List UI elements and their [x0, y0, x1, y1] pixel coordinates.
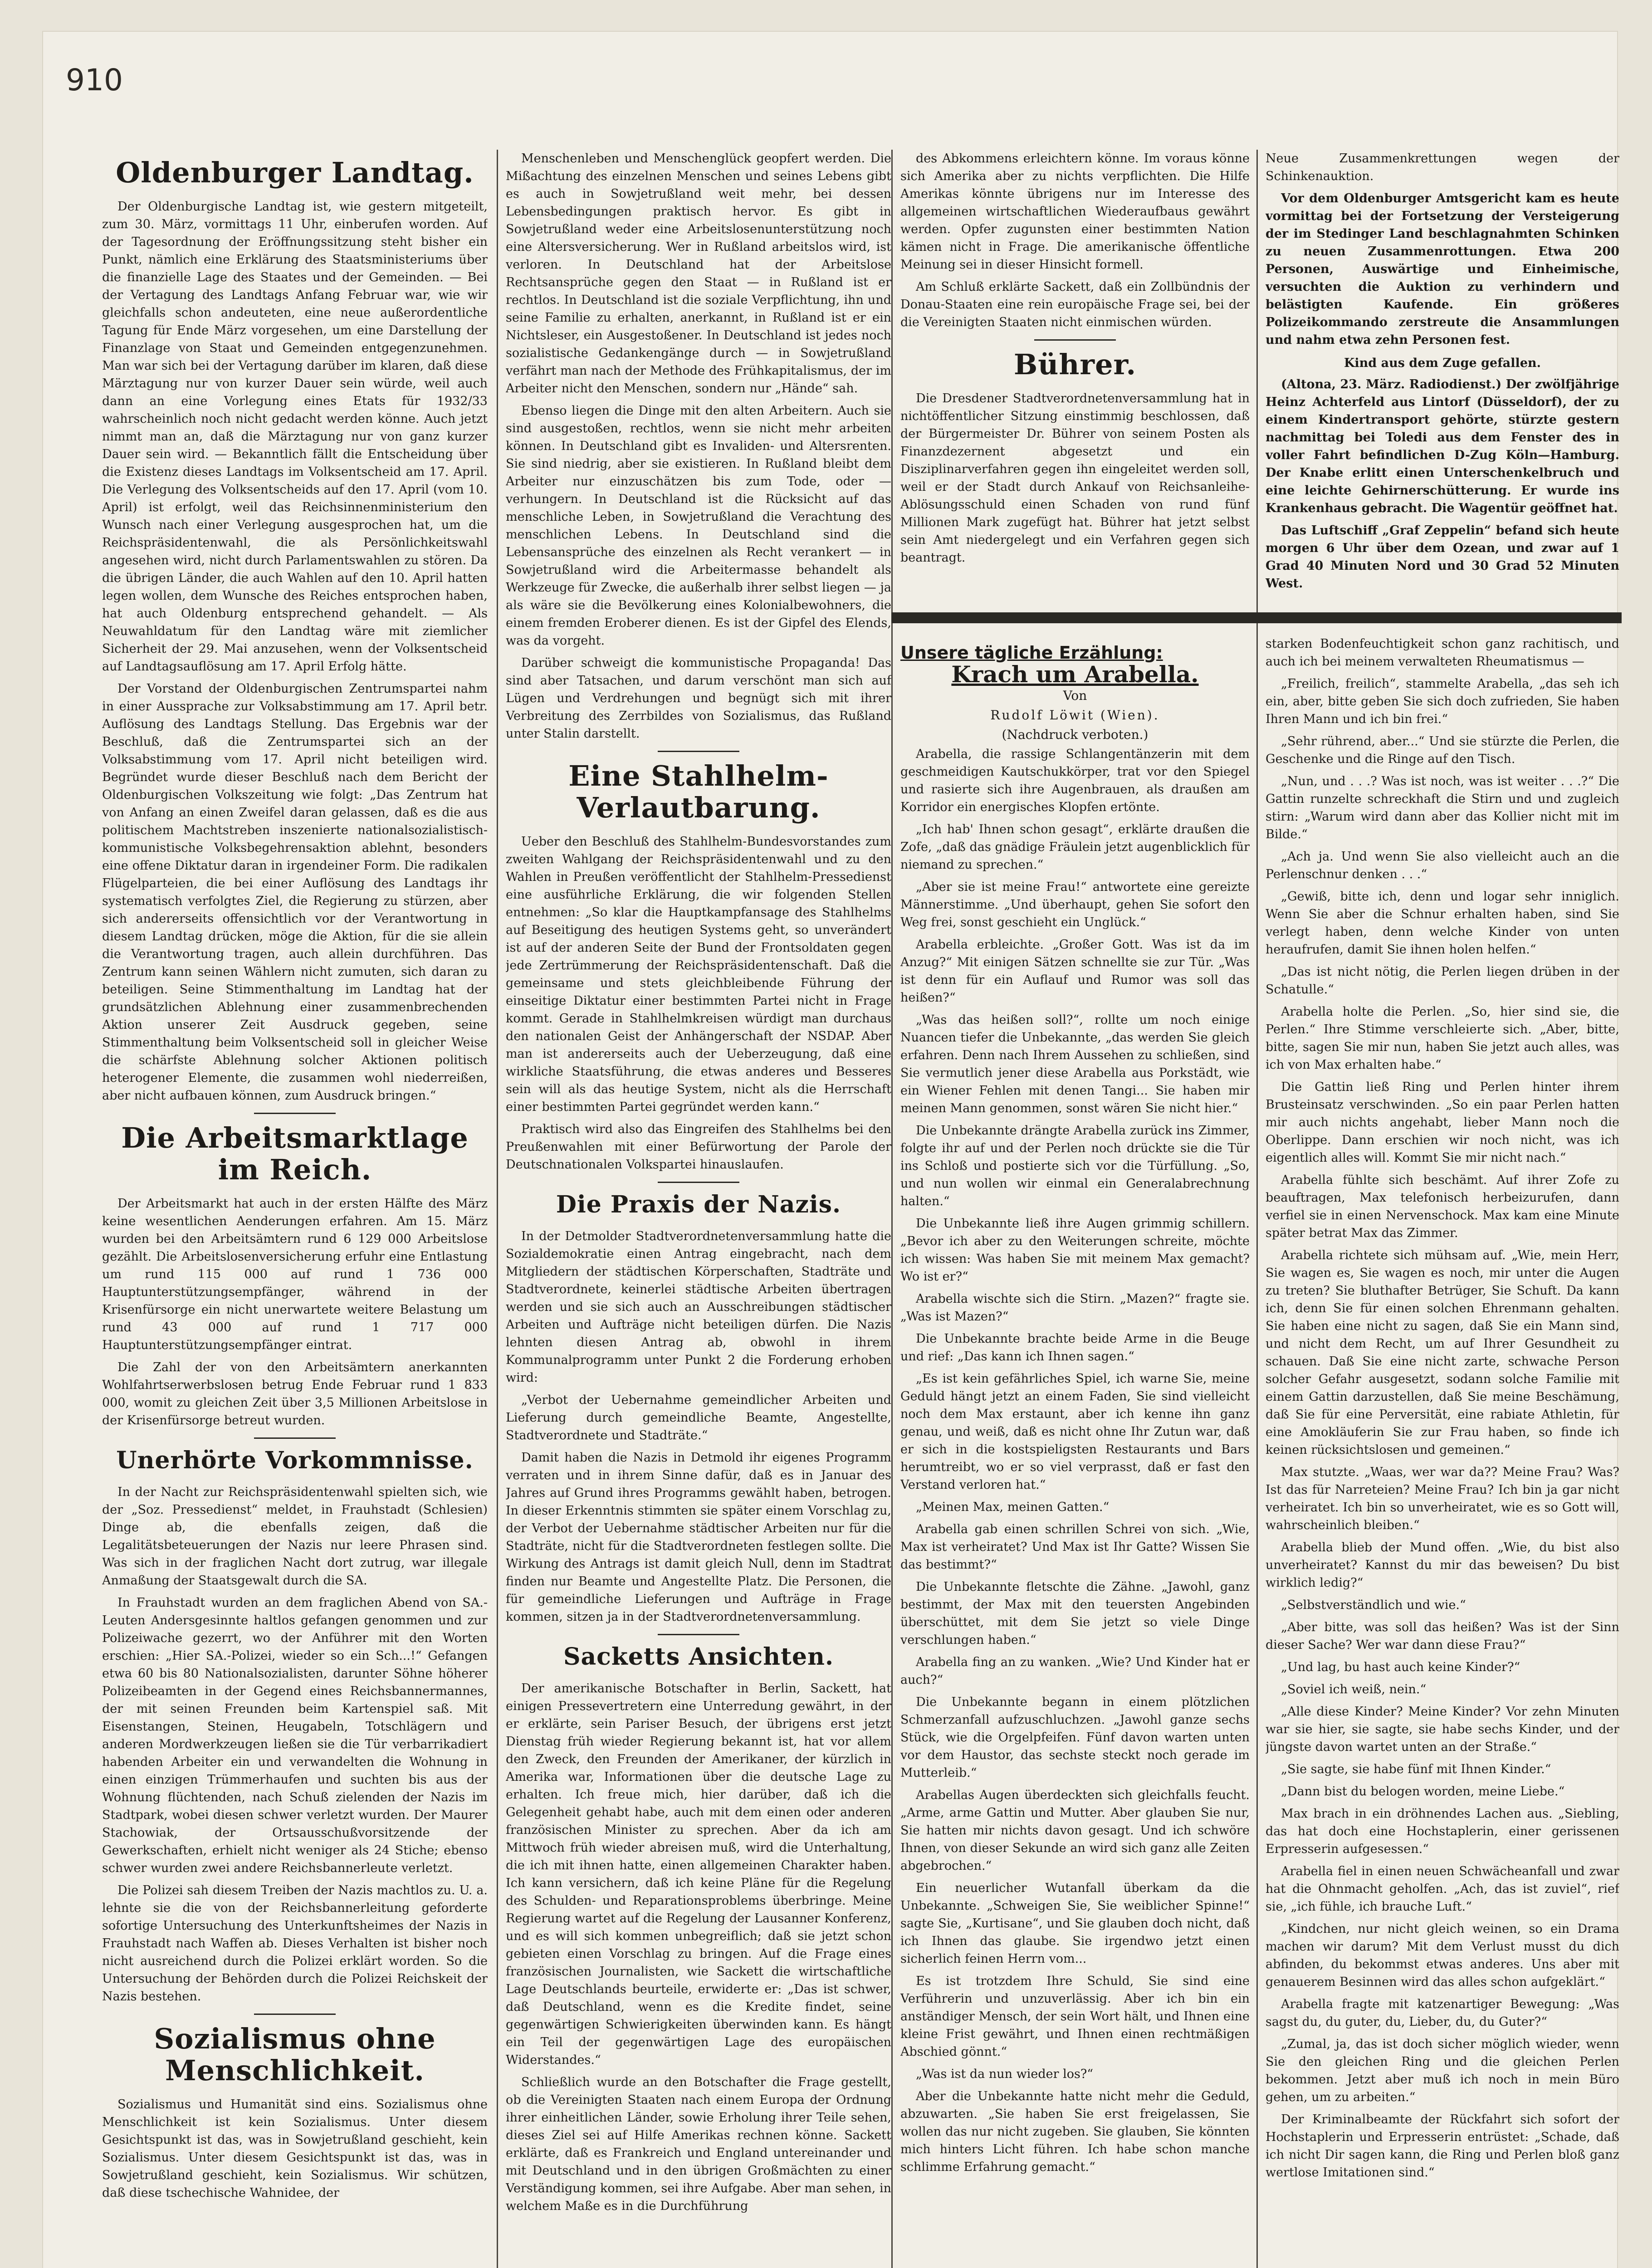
paragraph: Schließlich wurde an den Botschafter die Frage gestellt, ob die Vereinigten Staaten nach einem Europa der Ordnung ihrer einheitlichen Länder, sowie Erholung ihrer Teile sehen, dieses Ziel sei auf Hilfe Amerikas rechnen könne. Sackett erklärte, daß es Frankreich und England untereinander und mit Deutschland und in den übrigen Großmächten zu einer Verständigung kommen, sei ihre Aufgabe. Aber man sehen, in welchem Maße es in die Durchführung	[506, 2075, 891, 2213]
story-reprint-note: (Nachdruck verboten.)	[1002, 727, 1149, 742]
paragraph: Max stutzte. „Waas, wer war da?? Meine Frau? Was? Ist das für Narreteien? Meine Frau? Ich bin ja gar nicht verheiratet. Ich bin so unverheiratet, wie es so Gott will, wahrscheinlich bleiben.“	[1266, 1465, 1619, 1532]
column-rule	[891, 623, 893, 2268]
paragraph: Arabella, die rassige Schlangentänzerin mit dem geschmeidigen Kautschukkörper, trat vor den Spiegel und rasierte sich ihre Augenbrauen, als draußen am Korridor ein energisches Klopfen ertönte.	[900, 747, 1250, 814]
story-byline: Von	[1063, 688, 1087, 703]
paragraph: Arabella erbleichte. „Großer Gott. Was ist da im Anzug?“ Mit einigen Sätzen schnellte sie zur Tür. „Was ist denn für ein Auflauf und Rumor was soll das heißen?“	[900, 938, 1250, 1005]
paragraph: Die Dresdener Stadtverordnetenversammlung hat in nichtöffentlicher Sitzung einstimmig beschlossen, daß der Bürgermeister Dr. Bührer von seinem Posten als Finanzdezernent abgesetzt und ein Disziplinarverfahren gegen ihn eingeleitet werden soll, weil er der Stadt durch Ankauf von Reichsanleihe-Ablösungsschuld einen Schaden von rund fünf Millionen Mark zugefügt hat. Bührer hat jetzt selbst sein Amt niedergelegt und ein Verfahren gegen sich beantragt.	[900, 391, 1250, 565]
headline-unerhoerte-vorkommnisse: Unerhörte Vorkommnisse.	[116, 1447, 474, 1474]
story-box-top-rule	[891, 612, 1622, 623]
paragraph: Es ist trotzdem Ihre Schuld, Sie sind eine Verführerin und unzuverlässig. Aber ich bin ein anständiger Mensch, der sein Wort hält, und Ihnen eine kleine Frist gewährt, und Ihnen einen rechtmäßigen Abschied gönnt.“	[900, 1974, 1250, 2059]
column-2	[506, 150, 891, 2268]
paragraph: In der Nacht zur Reichspräsidentenwahl spielten sich, wie der „Soz. Pressedienst“ meldet, in Frauhstadt (Schlesien) Dinge ab, die ebenfalls zeigen, daß die Legalitätsbeteuerungen der Nazis nur leere Phrasen sind. Was sich in der fraglichen Nacht dort zutrug, war illegale Anmaßung der Staatsgewalt durch die SA.	[102, 1485, 488, 1588]
headline-stahlhelm: Eine Stahlhelm-Verlautbarung.	[568, 759, 829, 824]
paragraph: Die Unbekannte brachte beide Arme in die Beuge und rief: „Das kann ich Ihnen sagen.“	[900, 1332, 1250, 1364]
divider	[254, 1113, 336, 1114]
divider	[254, 2014, 336, 2015]
paragraph: „Aber sie ist meine Frau!“ antwortete eine gereizte Männerstimme. „Und überhaupt, gehen Sie sofort den Weg frei, sonst geschieht ein Unglück.“	[900, 880, 1250, 929]
paragraph: (Altona, 23. März. Radiodienst.) Der zwölfjährige Heinz Achterfeld aus Lintorf (Düsseldorf), der zu einem Kindertransport gehörte, stürzte gestern nachmittag bei Toledi aus dem Fenster des in voller Fahrt befindlichen D-Zug Köln—Hamburg. Der Knabe erlitt einen Unterschenkelbruch und eine leichte Gehirnerschütterung. Er wurde ins Krankenhaus gebracht. Die Wagentür geöffnet hat.	[1266, 377, 1619, 515]
paragraph: „Verbot der Uebernahme gemeindlicher Arbeiten und Lieferung durch gemeindliche Beamte, Angestellte, Stadtverordnete und Stadträte.“	[506, 1393, 891, 1442]
serial-story-column-2	[1266, 635, 1619, 2268]
paragraph: Max brach in ein dröhnendes Lachen aus. „Siebling, das hat doch eine Hochstaplerin, einer gerissenen Erpresserin aufgesessen.“	[1266, 1807, 1619, 1856]
subheading: Kind aus dem Zuge gefallen.	[1344, 356, 1541, 370]
paragraph: „Was ist da nun wieder los?“	[916, 2067, 1094, 2081]
column-rule	[1256, 150, 1258, 612]
paragraph: Arabellas Augen überdeckten sich gleichfalls feucht. „Arme, arme Gattin und Mutter. Aber glauben Sie nur, Sie hatten mir nichts davon gesagt. Und ich schwöre Ihnen, von dieser Sekunde an wird sich ganz alle Zeiten abgebrochen.“	[900, 1788, 1250, 1873]
paragraph: Arabella blieb der Mund offen. „Wie, du bist also unverheiratet? Kannst du mir das beweisen? Du bist wirklich ledig?“	[1266, 1540, 1619, 1590]
story-kicker: Unsere tägliche Erzählung:	[900, 644, 1163, 663]
paragraph: Vor dem Oldenburger Amtsgericht kam es heute vormittag bei der Fortsetzung der Versteigerung der im Stedinger Land beschlagnahmten Schinken zu neuen Zusammenrottungen. Etwa 200 Personen, Auswärtige und Einheimische, versuchten die Auktion zu verhindern und belästigten Kaufende. Ein größeres Polizeikommando zerstreute die Ansammlungen und nahm etwa zehn Personen fest.	[1266, 191, 1619, 347]
headline-buehrer: Bührer.	[1013, 348, 1137, 381]
paragraph: „Meinen Max, meinen Gatten.“	[916, 1500, 1109, 1514]
paragraph: „Ach ja. Und wenn Sie also vielleicht auch an die Perlenschnur denken . . .“	[1266, 850, 1619, 881]
paragraph: Ueber den Beschluß des Stahlhelm-Bundesvorstandes zum zweiten Wahlgang der Reichspräsidentenwahl und zu den Wahlen in Preußen veröffentlicht der Stahlhelm-Pressedienst eine ausführliche Erklärung, die wir folgenden Stellen entnehmen: „So klar die Hauptkampfansage des Stahlhelms auf Beseitigung des heutigen Systems geht, so unverändert ist auf der anderen Seite der Bund der Frontsoldaten gegen jede Zertrümmerung der Reichspräsidentenschaft. Daß die gemeinsame und stets gleichbleibende Führung der einseitige Diktatur einer bestimmten Partei nicht in Frage kommt. Gerade in Stahlhelmkreisen würdigt man durchaus den nationalen Geist der Anhängerschaft der NSDAP. Aber man ist andererseits auch der Ueberzeugung, daß eine wirkliche Staatsführung, die etwas anderes und Besseres sein will als das heutige System, nicht als die Herrschaft einer bestimmten Partei gegründet werden kann.“	[506, 835, 891, 1114]
headline-arbeitsmarktlage: Die Arbeitsmarktlage im Reich.	[121, 1121, 469, 1186]
divider	[1034, 339, 1116, 341]
paragraph: starken Bodenfeuchtigkeit schon ganz rachitisch, und auch ich bei meinem verwalteten Rheumatismus —	[1266, 637, 1619, 669]
paragraph: „Es ist kein gefährliches Spiel, ich warne Sie, meine Geduld hängt jetzt an einem Faden, Sie sind vielleicht noch dem Max erstaunt, aber ich kenne ihn ganz genau, und weiß, daß es nicht ohne Ihr Zutun war, daß er sich in die kostspieligsten Restaurants und Bars herumtreibt, wo er so viel verprasst, daß er fast den Verstand verloren hat.“	[900, 1372, 1250, 1492]
paragraph: „Selbstverständlich und wie.“	[1281, 1598, 1466, 1612]
column-rule	[497, 150, 498, 2268]
paragraph: Die Zahl der von den Arbeitsämtern anerkannten Wohlfahrtserwerbslosen betrug Ende Februar rund 1 833 000, womit zu gleichen Zeit über 3,5 Millionen Arbeitslose in der Krisenfürsorge betreut wurden.	[102, 1360, 488, 1427]
divider	[658, 1634, 739, 1635]
paragraph: „Nun, und . . .? Was ist noch, was ist weiter . . .?“ Die Gattin runzelte schreckhaft die Stirn und und zugleich stirn: „Warum wird dann aber das Kollier nicht mit im Bilde.“	[1266, 774, 1619, 841]
paragraph: „Gewiß, bitte ich, denn und logar sehr inniglich. Wenn Sie aber die Schnur erhalten haben, sind Sie verlegt haben, denn welche Kinder von unten heraufrufen, damit Sie ihnen holen helfen.“	[1266, 890, 1619, 957]
story-author: Rudolf Löwit (Wien).	[990, 708, 1160, 723]
column-1	[102, 150, 488, 2268]
paragraph: Der Vorstand der Oldenburgischen Zentrumspartei nahm in einer Aussprache zur Volksabstimmung am 17. April betr. Auflösung des Landtags Stellung. Das Ergebnis war der Beschluß, daß die Zentrumspartei sich an der Volksabstimmung vom 17. April nicht beteiligen wird. Begründet wurde dieser Beschluß nach dem Bericht der Oldenburgischen Volkszeitung wie folgt: „Das Zentrum hat von Anfang an einen Zweifel daran gelassen, daß es die aus politischem Machtstreben inszenierte nationalsozialistisch-kommunistische Volksbegehrensaktion ablehnt, besonders eine offene Diktatur daran in irgendeiner Form. Die radikalen Flügelparteien, die bei einer Auflösung des Landtags ihr systematisch verfolgtes Ziel, die Regierung zu stürzen, aber sich andererseits offensichtlich vor der Verantwortung in diesem Landtag drücken, möge die Aktion, für die sie allein die Verantwortung tragen, auch allein durchführen. Das Zentrum kann seinen Wählern nicht zumuten, sich daran zu beteiligen. Seine Stimmenthaltung im Landtag hat der grundsätzlichen Ablehnung einer zusammenbrechenden Aktion unserer Zeit Ausdruck gegeben, seine Stimmenthaltung beim Volksentscheid soll in gleicher Weise die schärfste Ablehnung solcher Aktionen politisch heterogener Elemente, die zusammen wohl niederreißen, aber nicht aufbauen können, zum Ausdruck bringen.“	[102, 682, 488, 1103]
paragraph: „Ich hab' Ihnen schon gesagt“, erklärte draußen die Zofe, „daß das gnädige Fräulein jetzt augenblicklich für niemand zu sprechen.“	[900, 822, 1250, 872]
page-number: 910	[66, 63, 123, 98]
paragraph: „Sie sagte, sie habe fünf mit Ihnen Kinder.“	[1281, 1762, 1551, 1776]
paragraph: Damit haben die Nazis in Detmold ihr eigenes Programm verraten und in ihrem Sinne dafür, daß es in Januar des Jahres auf Grund ihres Programms gewählt haben, betrogen. In dieser Erkenntnis stimmten sie später einem Vorschlag zu, der Verbot der Uebernahme städtischer Arbeiten nur für die Stadträte, nicht für die Stadtverordneten festlegen sollte. Die Wirkung des Antrags ist damit gleich Null, denn im Stadtrat finden nur Beamte und Angestellte Platz. Die Personen, die für gemeindliche Lieferungen und Aufträge in Frage kommen, sitzen ja in der Stadtverordnetenversammlung.	[506, 1451, 891, 1624]
paragraph: Die Unbekannte begann in einem plötzlichen Schmerzanfall aufzuschluchzen. „Jawohl ganze sechs Stück, wie die Orgelpfeifen. Fünf davon warten unten vor dem Haustor, das sechste steckt noch gerade im Mutterleib.“	[900, 1695, 1250, 1780]
paragraph: des Abkommens erleichtern könne. Im voraus könne sich Amerika aber zu nichts verpflichten. Die Hilfe Amerikas könnte übrigens nur im Interesse des allgemeinen wirtschaftlichen Wiederaufbaus gewährt werden. Opfer zugunsten einer bestimmten Nation kämen nicht in Frage. Die amerikanische öffentliche Meinung sei in dieser Hinsicht formell.	[900, 152, 1250, 272]
paragraph: In Frauhstadt wurden an dem fraglichen Abend von SA.-Leuten Andersgesinnte haltlos gefangen genommen und zur Polizeiwache gezerrt, wo der Anführer mit den Worten erschien: „Hier SA.-Polizei, wieder so ein Sch...!“ Gefangen etwa 60 bis 80 Nationalsozialisten, darunter Söhne höherer Polizeibeamten in der Gegend eines Reichsbannermannes, der mit seinen Freunden beim Kartenspiel saß. Mit Eisenstangen, Steinen, Heugabeln, Totschlägern und anderen Mordwerkzeugen ließen sie die Tür verbarrikadiert habenden Arbeiter ein und verwandelten die Wohnung in einen einzigen Trümmerhaufen und suchten bis aus der Wohnung flüchtenden, nach Schuß zielenden der Nazis im Stadtpark, wobei diesen schwer verletzt wurden. Der Maurer Stachowiak, der Ortsausschußvorsitzende der Gewerkschaften, erhielt nicht weniger als 24 Stiche; ebenso schwer wurden zwei andere Reichsbannerleute verletzt.	[102, 1596, 488, 1875]
paragraph: Der Arbeitsmarkt hat auch in der ersten Hälfte des März keine wesentlichen Aenderungen erfahren. Am 15. März wurden bei den Arbeitsämtern rund 6 129 000 Arbeitslose gezählt. Die Arbeitslosenversicherung erfuhr eine Entlastung um rund 115 000 auf rund 1 736 000 Hauptunterstützungsempfänger, während in der Krisenfürsorge ein nicht unerwartete weitere Belastung um rund 43 000 auf rund 1 717 000 Hauptunterstützungsempfänger eintrat.	[102, 1197, 488, 1352]
paragraph: Das Luftschiff „Graf Zeppelin“ befand sich heute morgen 6 Uhr über dem Ozean, und zwar auf 1 Grad 40 Minuten Nord und 30 Grad 52 Minuten West.	[1266, 523, 1619, 591]
paragraph: Neue Zusammenkrettungen wegen der Schinkenauktion.	[1266, 152, 1619, 183]
headline-oldenburger-landtag: Oldenburger Landtag.	[116, 156, 474, 189]
headline-sacketts-ansichten: Sacketts Ansichten.	[563, 1643, 834, 1671]
paragraph: Arabella gab einen schrillen Schrei von sich. „Wie, Max ist verheiratet? Und Max ist Ihr Gatte? Wissen Sie das bestimmt?“	[900, 1522, 1250, 1572]
story-title: Krach um Arabella.	[951, 661, 1199, 688]
paragraph: Arabella richtete sich mühsam auf. „Wie, mein Herr, Sie wagen es, Sie wagen es noch, mir unter die Augen zu treten? Sie bluthafter Betrüger, Sie Schuft. Da kann ich, denn Sie für einen solchen Ehrenmann gehalten. Sie haben eine nicht zu sagen, daß Sie ein Mann sind, und nicht dem Recht, um auf Ihrer Gesundheit zu schauen. Daß Sie eine nicht zarte, schwache Person solcher Gefahr ausgesetzt, sodann solche Familie mit einem Gattin darzustellen, daß Sie meine Beschämung, daß Sie für eine Perversität, eine rabiate Athletin, für eine Amokläuferin Sie zur Frau haben, so finde ich keinen rücksichtslosen und gemeinen.“	[1266, 1248, 1619, 1457]
paragraph: Die Unbekannte ließ ihre Augen grimmig schillern. „Bevor ich aber zu den Weiterungen schreite, möchte ich wissen: Was haben Sie mit meinem Max gemacht? Wo ist er?“	[900, 1217, 1250, 1284]
column-rule	[891, 150, 893, 612]
paragraph: Die Polizei sah diesem Treiben der Nazis machtlos zu. U. a. lehnte sie die von der Reichsbannerleitung geforderte sofortige Untersuchung des Unterkunftsheimes der Nazis in Frauhstadt nach Waffen ab. Dieses Verhalten ist bisher noch nicht ausreichend durch die Polizei erklärt worden. So die Untersuchung der Behörden durch die Polizei Reichskeit der Nazis bestehen.	[102, 1883, 488, 2004]
paragraph: „Soviel ich weiß, nein.“	[1281, 1682, 1427, 1696]
paragraph: „Sehr rührend, aber...“ Und sie stürzte die Perlen, die Geschenke und die Ringe auf den Tisch.	[1266, 734, 1619, 766]
paragraph: In der Detmolder Stadtverordnetenversammlung hatte die Sozialdemokratie einen Antrag eingebracht, nach dem Mitgliedern der städtischen Körperschaften, Stadträte und Stadtverordnete, keinerlei städtische Arbeiten übertragen werden und sie sich auch an Ausschreibungen städtischer Arbeiten und Aufträge nicht beteiligen dürfen. Die Nazis lehnten diesen Antrag ab, obwohl in ihrem Kommunalprogramm unter Punkt 2 die Forderung erhoben wird:	[506, 1229, 891, 1385]
serial-story-column-1	[900, 644, 1250, 2268]
paragraph: Arabella fiel in einen neuen Schwächeanfall und zwar hat die Ohnmacht geholfen. „Ach, das ist zuviel“, rief sie, „ich fühle, ich brauche Luft.“	[1266, 1864, 1619, 1914]
paragraph: Praktisch wird also das Eingreifen des Stahlhelms bei den Preußenwahlen mit einer Befürwortung der Parole der Deutschnationalen Volkspartei hinauslaufen.	[506, 1122, 891, 1172]
paragraph: „Was das heißen soll?“, rollte um noch einige Nuancen tiefer die Unbekannte, „das werden Sie gleich erfahren. Denn nach Ihrem Aussehen zu schließen, sind Sie vermutlich jener diese Arabella aus Porkstädt, wie ein Wiener Fehlen mit denen Tangi... Sie haben mir meinen Mann genommen, sonst wären Sie nicht hier.“	[900, 1013, 1250, 1115]
paragraph: Arabella fragte mit katzenartiger Bewegung: „Was sagst du, du guter, du, Lieber, du, du Guter?“	[1266, 1997, 1619, 2029]
divider	[658, 751, 739, 752]
paragraph: Sozialismus und Humanität sind eins. Sozialismus ohne Menschlichkeit ist kein Sozialismus. Unter diesem Gesichtspunkt ist das, was in Sowjetrußland geschieht, kein Sozialismus. Unter diesem Gesichtspunkt ist das, was in Sowjetrußland geschieht, kein Sozialismus. Wir schützen, daß diese tschechische Wahnidee, der	[102, 2097, 488, 2200]
paragraph: Der amerikanische Botschafter in Berlin, Sackett, hat einigen Pressevertretern eine Unterredung gewährt, in der er erklärte, sein Pariser Besuch, der übrigens erst jetzt Dienstag früh wieder Regierung bekannt ist, hat vor allem den Zweck, den Freunden der Amerikaner, der kürzlich in Amerika war, Informationen über die deutsche Lage zu erhalten. Ich freue mich, hier darüber, daß ich die Gelegenheit gehabt habe, auch mit dem einen oder anderen französischen Minister zu sprechen. Aber da ich am Mittwoch früh wieder abreisen muß, wird die Unterhaltung, die ich mit ihnen hatte, einen allgemeinen Charakter haben. Ich kann versichern, daß ich keine Pläne für die Regelung des Schulden- und Reparationsproblems überbringe. Meine Regierung wartet auf die Regelung der Lausanner Konferenz, und es will sich kommen unbegreiflich; daß sie jetzt schon gebieten einen Vorschlag zu bringen. Auf die Frage eines französischen Journalisten, wie Sackett die wirtschaftliche Lage Deutschlands beurteile, erwiderte er: „Das ist schwer, daß Deutschland, wenn es die Kredite findet, seine gegenwärtigen Schwierigkeiten überwinden kann. Es hängt ein Teil der gegenwärtigen Lage des europäischen Widerstandes.“	[506, 1681, 891, 2067]
paragraph: Die Gattin ließ Ring und Perlen hinter ihrem Brusteinsatz verschwinden. „So ein paar Perlen hatten mir auch nichts angehabt, lieber Mann noch die Oberlippe. Dann erschien wir noch nicht, was ich eigentlich alles will. Kommt Sie mir nicht nach.“	[1266, 1080, 1619, 1165]
paragraph: Ein neuerlicher Wutanfall überkam da die Unbekannte. „Schweigen Sie, Sie weiblicher Spinne!“ sagte Sie, „Kurtisane“, und Sie glauben doch nicht, daß ich Ihnen das glaube. Sie irgendwo jetzt einen sicherlich feinen Herrn vom...	[900, 1881, 1250, 1966]
paragraph: Arabella holte die Perlen. „So, hier sind sie, die Perlen.“ Ihre Stimme verschleierte sich. „Aber, bitte, bitte, sagen Sie mir nun, haben Sie jetzt auch alles, was ich von Max erhalten habe.“	[1266, 1005, 1619, 1072]
paragraph: Menschenleben und Menschenglück geopfert werden. Die Mißachtung des einzelnen Menschen und seines Lebens gibt es auch in Sowjetrußland weit mehr, bei dessen Lebensbedingungen praktisch hervor. Es gibt in Sowjetrußland weder eine Arbeitslosenunterstützung noch eine Altersversicherung. Wer in Rußland arbeitslos wird, ist verloren. In Deutschland hat der Arbeitslose Rechtsansprüche gegen den Staat — in Rußland ist er rechtlos. In Deutschland ist die soziale Verpflichtung, ihn und seine Familie zu erhalten, anerkannt, in Rußland ist er ein Nichtsleser, ein Ausgestoßener. In Deutschland ist jedes noch sozialistische Gedankengänge durch — in Sowjetrußland verfährt man nach der Methode des Frühkapitalismus, der im Arbeiter nicht den Menschen, sondern nur „Hände“ sah.	[506, 152, 891, 396]
paragraph: „Und lag, bu hast auch keine Kinder?“	[1281, 1660, 1520, 1674]
paragraph: „Aber bitte, was soll das heißen? Was ist der Sinn dieser Sache? Wer war dann diese Frau?“	[1266, 1620, 1619, 1652]
paragraph: Am Schluß erklärte Sackett, daß ein Zollbündnis der Donau-Staaten eine rein europäische Frage sei, bei der die Vereinigten Staaten nicht einmischen würden.	[900, 280, 1250, 329]
paragraph: „Zumal, ja, das ist doch sicher möglich wieder, wenn Sie den gleichen Ring und die gleichen Perlen bekommen. Jetzt aber muß ich noch in mein Büro gehen, um zu arbeiten.“	[1266, 2037, 1619, 2104]
paragraph: „Freilich, freilich“, stammelte Arabella, „das seh ich ein, aber, bitte geben Sie sich doch zufrieden, Sie haben Ihren Mann und ich bin frei.“	[1266, 677, 1619, 726]
column-rule	[1256, 623, 1258, 2268]
paragraph: Der Kriminalbeamte der Rückfahrt sich sofort der Hochstaplerin und Erpresserin entrüstet: „Schade, daß ich nicht Dir sagen kann, die Ring und Perlen bloß ganz wertlose Imitationen sind.“	[1266, 2112, 1619, 2180]
divider	[658, 1182, 739, 1183]
paragraph: „Alle diese Kinder? Meine Kinder? Vor zehn Minuten war sie hier, sie sagte, sie habe sechs Kinder, und der jüngste davon wartet unten an der Straße.“	[1266, 1705, 1619, 1754]
headline-praxis-der-nazis: Die Praxis der Nazis.	[556, 1191, 841, 1218]
paragraph: Arabella wischte sich die Stirn. „Mazen?“ fragte sie. „Was ist Mazen?“	[900, 1292, 1250, 1324]
paragraph: Der Oldenburgische Landtag ist, wie gestern mitgeteilt, zum 30. März, vormittags 11 Uhr, einberufen worden. Auf der Tagesordnung der Eröffnungssitzung steht bisher ein Punkt, nämlich eine Erklärung des Staatsministeriums über die finanzielle Lage des Staates und der Gemeinden. — Bei der Vertagung des Landtags Anfang Februar war, wie wir gleichfalls schon andeuteten, eine neue außerordentliche Tagung für Ende März vorgesehen, um eine Darstellung der Finanzlage von Staat und Gemeinden entgegenzunehmen. Man war sich bei der Vertagung darüber im klaren, daß diese Märztagung nur von kurzer Dauer sein würde, weil auch dann an eine Vorlegung eines Etats für 1932/33 wahrscheinlich noch nicht gedacht werden könne. Auch jetzt nimmt man an, daß die Märztagung nur von ganz kurzer Dauer sein wird. — Bekanntlich fällt die Entscheidung über die Existenz dieses Landtags im Volksentscheid am 17. April. Die Verlegung des Volksentscheids auf den 17. April (vom 10. April) ist erfolgt, weil das Reichsinnenministerium den Wunsch nach einer Verlegung ausgesprochen hat, um die Reichspräsidentenwahl, die als Persönlichkeitswahl angesehen wird, nicht durch Parlamentswahlen zu stören. Da die übrigen Länder, die auch Wahlen auf den 10. April hatten legen wollen, dem Wunsche des Reiches entsprochen haben, hat auch Oldenburg entsprechend gehandelt. — Als Neuwahldatum für den Landtag wäre mit ziemlicher Sicherheit der 29. Mai anzusehen, wenn der Volksentscheid auf Landtagsauflösung am 17. April Erfolg hätte.	[102, 200, 488, 674]
headline-sozialismus: Sozialismus ohne Menschlichkeit.	[154, 2022, 436, 2087]
paragraph: „Das ist nicht nötig, die Perlen liegen drüben in der Schatulle.“	[1266, 965, 1619, 997]
paragraph: Die Unbekannte drängte Arabella zurück ins Zimmer, folgte ihr auf und der Perlen noch drückte sie die Tür ins Schloß und postierte sich vor die Türfüllung. „So, und nun wollen wir einmal ein Generalabrechnung halten.“	[900, 1124, 1250, 1208]
paragraph: Darüber schweigt die kommunistische Propaganda! Das sind aber Tatsachen, und darum verschönt man sich auf Lügen und Verdrehungen und begnügt sich mit ihrer Verbreitung des Zerrbildes von Sozialismus, das Rußland unter Stalin darstellt.	[506, 656, 891, 741]
paragraph: Die Unbekannte fletschte die Zähne. „Jawohl, ganz bestimmt, der Max mit den teuersten Angebinden überschüttet, mit dem Sie jetzt so viele Dinge verschlungen haben.“	[900, 1580, 1250, 1647]
paragraph: Arabella fing an zu wanken. „Wie? Und Kinder hat er auch?“	[900, 1655, 1250, 1687]
paragraph: Arabella fühlte sich beschämt. Auf ihrer Zofe zu beauftragen, Max telefonisch herbeizurufen, dann verfiel sie in einen Nervenschock. Max kam eine Minute später betrat Max das Zimmer.	[1266, 1173, 1619, 1240]
paragraph: Ebenso liegen die Dinge mit den alten Arbeitern. Auch sie sind ausgestoßen, rechtlos, wenn sie nicht mehr arbeiten können. In Deutschland gibt es Invaliden- und Altersrenten. Sie sind niedrig, aber sie existieren. In Rußland bleibt dem Arbeiter nur einzuschätzen bis zum Tode, oder — verhungern. In Deutschland ist die Rücksicht auf das menschliche Leben, in Sowjetrußland die Verachtung des menschlichen Lebens. In Deutschland sind die Lebensansprüche des einzelnen als Recht verankert — in Sowjetrußland wird die Arbeitermasse behandelt als Werkzeuge für Zwecke, die außerhalb ihrer selbst liegen — ja als wäre sie die Bevölkerung eines Kolonialbewohners, die einem fremden Eroberer dienen. Es ist der Gipfel des Elends, was da vorgeht.	[506, 404, 891, 648]
paragraph: „Dann bist du belogen worden, meine Liebe.“	[1281, 1784, 1565, 1799]
paragraph: „Kindchen, nur nicht gleich weinen, so ein Drama machen wir darum? Mit dem Verlust musst du dich abfinden, du bekommst etwas anderes. Uns aber mit genauerem Besinnen wird das alles schon aufgeklärt.“	[1266, 1922, 1619, 1989]
paragraph: Aber die Unbekannte hatte nicht mehr die Geduld, abzuwarten. „Sie haben Sie erst freigelassen, Sie wollen das nur nicht zugeben. Sie glauben, Sie könnten mich hinters Licht führen. Ich habe schon manche schlimme Erfahrung gemacht.“	[900, 2089, 1250, 2174]
divider	[254, 1437, 336, 1439]
